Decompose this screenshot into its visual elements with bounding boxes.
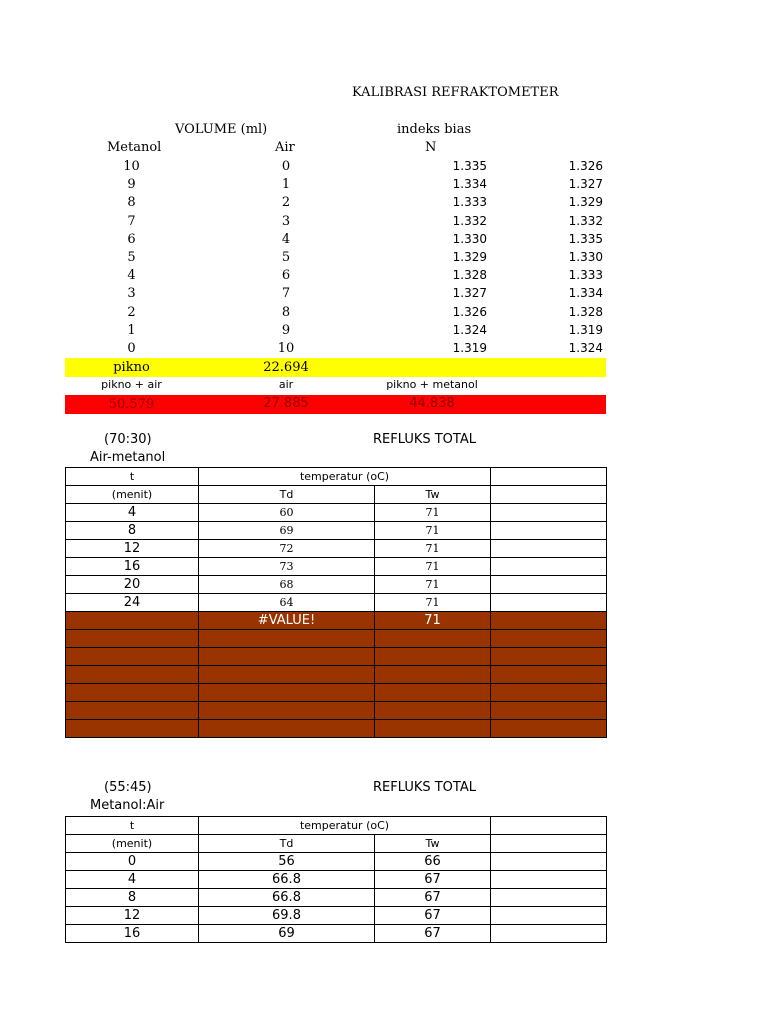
table-row: [66, 522, 607, 540]
cell-tw: 67: [375, 925, 491, 943]
empty-row: [66, 630, 607, 648]
pikno-metanol-label: pikno + metanol: [386, 378, 478, 391]
cell-td: 68: [199, 576, 375, 594]
header-td: Td: [199, 486, 375, 504]
header-menit: (menit): [66, 486, 199, 504]
calibration-n1-cell: 1.335: [452, 159, 487, 173]
table-row: [66, 907, 607, 925]
error-tw: 71: [375, 612, 491, 630]
empty-cell: [491, 835, 607, 853]
cell-t: 12: [66, 540, 199, 558]
cell-tw: 67: [375, 907, 491, 925]
calibration-n2-cell: 1.319: [568, 323, 603, 337]
table-row: [66, 594, 607, 612]
cell-t: 24: [66, 594, 199, 612]
section2-mixture: Metanol:Air: [90, 798, 165, 813]
calibration-metanol-cell: 9: [127, 177, 136, 192]
calibration-air-cell: 9: [281, 323, 291, 338]
cell-t: 4: [66, 504, 199, 522]
volume-label: VOLUME (ml): [175, 122, 268, 137]
calibration-air-cell: 8: [281, 305, 291, 320]
calibration-air-cell: 10: [277, 341, 295, 356]
calibration-n2-cell: 1.334: [568, 286, 603, 300]
air-value: 27.885: [263, 396, 309, 411]
calibration-n2-cell: 1.332: [568, 214, 603, 228]
table-row: [66, 925, 607, 943]
table-row: [66, 504, 607, 522]
cell-tw: 71: [375, 576, 491, 594]
calibration-n1-cell: 1.330: [452, 232, 487, 246]
calibration-title: KALIBRASI REFRAKTOMETER: [352, 85, 559, 100]
calibration-n1-cell: 1.332: [452, 214, 487, 228]
calibration-air-cell: 0: [281, 159, 291, 174]
header-tw: Tw: [375, 486, 491, 504]
cell-td: 69: [199, 925, 375, 943]
empty-row: [66, 648, 607, 666]
header-temperature: temperatur (oC): [199, 817, 491, 835]
cell-td: 69.8: [199, 907, 375, 925]
cell-t: 8: [66, 522, 199, 540]
section1-ratio: (70:30): [104, 432, 152, 447]
calibration-n1-cell: 1.329: [452, 250, 487, 264]
header-td: Td: [199, 835, 375, 853]
calibration-n1-cell: 1.333: [452, 195, 487, 209]
index-label: indeks bias: [397, 122, 472, 137]
calibration-air-cell: 2: [281, 195, 291, 210]
empty-cell: [491, 889, 607, 907]
table-row: [66, 540, 607, 558]
cell-tw: 71: [375, 504, 491, 522]
calibration-n1-cell: 1.319: [452, 341, 487, 355]
pikno-air-value: 50.579: [108, 397, 155, 412]
cell-td: 72: [199, 540, 375, 558]
cell-td: 66.8: [199, 889, 375, 907]
calibration-metanol-cell: 7: [127, 214, 136, 229]
section1-table: [65, 467, 607, 738]
table-row: [66, 853, 607, 871]
empty-row: [66, 684, 607, 702]
calibration-air-cell: 7: [281, 286, 291, 301]
cell-tw: 71: [375, 594, 491, 612]
cell-td: 66.8: [199, 871, 375, 889]
calibration-air-cell: 1: [281, 177, 291, 192]
calibration-air-cell: 3: [281, 214, 291, 229]
calibration-air-cell: 6: [281, 268, 291, 283]
header-t: t: [66, 468, 199, 486]
column-air: Air: [275, 140, 295, 155]
column-n: N: [425, 140, 437, 155]
pikno-metanol-value: 44.838: [409, 396, 455, 411]
section2-title: REFLUKS TOTAL: [373, 780, 476, 795]
calibration-air-cell: 4: [281, 232, 291, 247]
empty-cell: [491, 468, 607, 486]
calibration-metanol-cell: 8: [127, 195, 136, 210]
cell-tw: 71: [375, 540, 491, 558]
empty-cell: [491, 925, 607, 943]
calibration-n1-cell: 1.327: [452, 286, 487, 300]
cell-t: 8: [66, 889, 199, 907]
calibration-n2-cell: 1.324: [568, 341, 603, 355]
empty-cell: [491, 486, 607, 504]
empty-row: [66, 666, 607, 684]
calibration-n2-cell: 1.335: [568, 232, 603, 246]
empty-row: [66, 720, 607, 738]
cell-td: 69: [199, 522, 375, 540]
calibration-metanol-cell: 4: [127, 268, 136, 283]
calibration-metanol-cell: 6: [127, 232, 136, 247]
empty-cell: [491, 504, 607, 522]
table-header-row: [66, 817, 607, 835]
section1-mixture: Air-metanol: [90, 450, 166, 465]
empty-cell: [491, 540, 607, 558]
calibration-metanol-cell: 1: [127, 323, 136, 338]
cell-tw: 71: [375, 558, 491, 576]
cell-td: 60: [199, 504, 375, 522]
cell-t: 0: [66, 853, 199, 871]
calibration-metanol-cell: 5: [127, 250, 136, 265]
empty-cell: [491, 594, 607, 612]
cell-t: 4: [66, 871, 199, 889]
cell-td: 73: [199, 558, 375, 576]
calibration-n2-cell: 1.327: [568, 177, 603, 191]
pikno-value: 22.694: [263, 360, 309, 375]
empty-row: [66, 702, 607, 720]
empty-cell: [66, 612, 199, 630]
empty-cell: [491, 907, 607, 925]
cell-t: 16: [66, 558, 199, 576]
section2-ratio: (55:45): [104, 780, 152, 795]
table-row: [66, 558, 607, 576]
cell-td: 64: [199, 594, 375, 612]
table-row: [66, 871, 607, 889]
cell-td: 56: [199, 853, 375, 871]
calibration-n1-cell: 1.326: [452, 305, 487, 319]
calibration-n2-cell: 1.330: [568, 250, 603, 264]
calibration-metanol-cell: 3: [127, 286, 136, 301]
calibration-metanol-cell: 10: [123, 159, 140, 174]
calibration-n2-cell: 1.328: [568, 305, 603, 319]
cell-t: 16: [66, 925, 199, 943]
empty-cell: [491, 522, 607, 540]
table-subheader-row: [66, 835, 607, 853]
pikno-label: pikno: [113, 360, 150, 375]
pikno-air-label: pikno + air: [101, 378, 162, 391]
table-row: [66, 889, 607, 907]
table-row: [66, 576, 607, 594]
table-header-row: [66, 468, 607, 486]
cell-tw: 71: [375, 522, 491, 540]
calibration-n2-cell: 1.326: [568, 159, 603, 173]
calibration-n2-cell: 1.333: [568, 268, 603, 282]
error-td: #VALUE!: [199, 612, 375, 630]
calibration-n1-cell: 1.334: [452, 177, 487, 191]
table-subheader-row: [66, 486, 607, 504]
error-row: [66, 612, 607, 630]
header-temperature: temperatur (oC): [199, 468, 491, 486]
empty-cell: [491, 576, 607, 594]
air-label: air: [278, 378, 294, 391]
calibration-air-cell: 5: [281, 250, 291, 265]
empty-cell: [491, 853, 607, 871]
empty-cell: [491, 558, 607, 576]
cell-t: 12: [66, 907, 199, 925]
column-metanol: Metanol: [107, 140, 162, 155]
header-menit: (menit): [66, 835, 199, 853]
calibration-metanol-cell: 2: [127, 305, 136, 320]
calibration-n1-cell: 1.324: [452, 323, 487, 337]
cell-t: 20: [66, 576, 199, 594]
cell-tw: 67: [375, 889, 491, 907]
section1-title: REFLUKS TOTAL: [373, 432, 476, 447]
empty-cell: [491, 871, 607, 889]
cell-tw: 66: [375, 853, 491, 871]
header-t: t: [66, 817, 199, 835]
section2-table: [65, 816, 607, 943]
cell-tw: 67: [375, 871, 491, 889]
calibration-metanol-cell: 0: [127, 341, 136, 356]
calibration-n2-cell: 1.329: [568, 195, 603, 209]
empty-cell: [491, 817, 607, 835]
header-tw: Tw: [375, 835, 491, 853]
calibration-n1-cell: 1.328: [452, 268, 487, 282]
empty-cell: [491, 612, 607, 630]
